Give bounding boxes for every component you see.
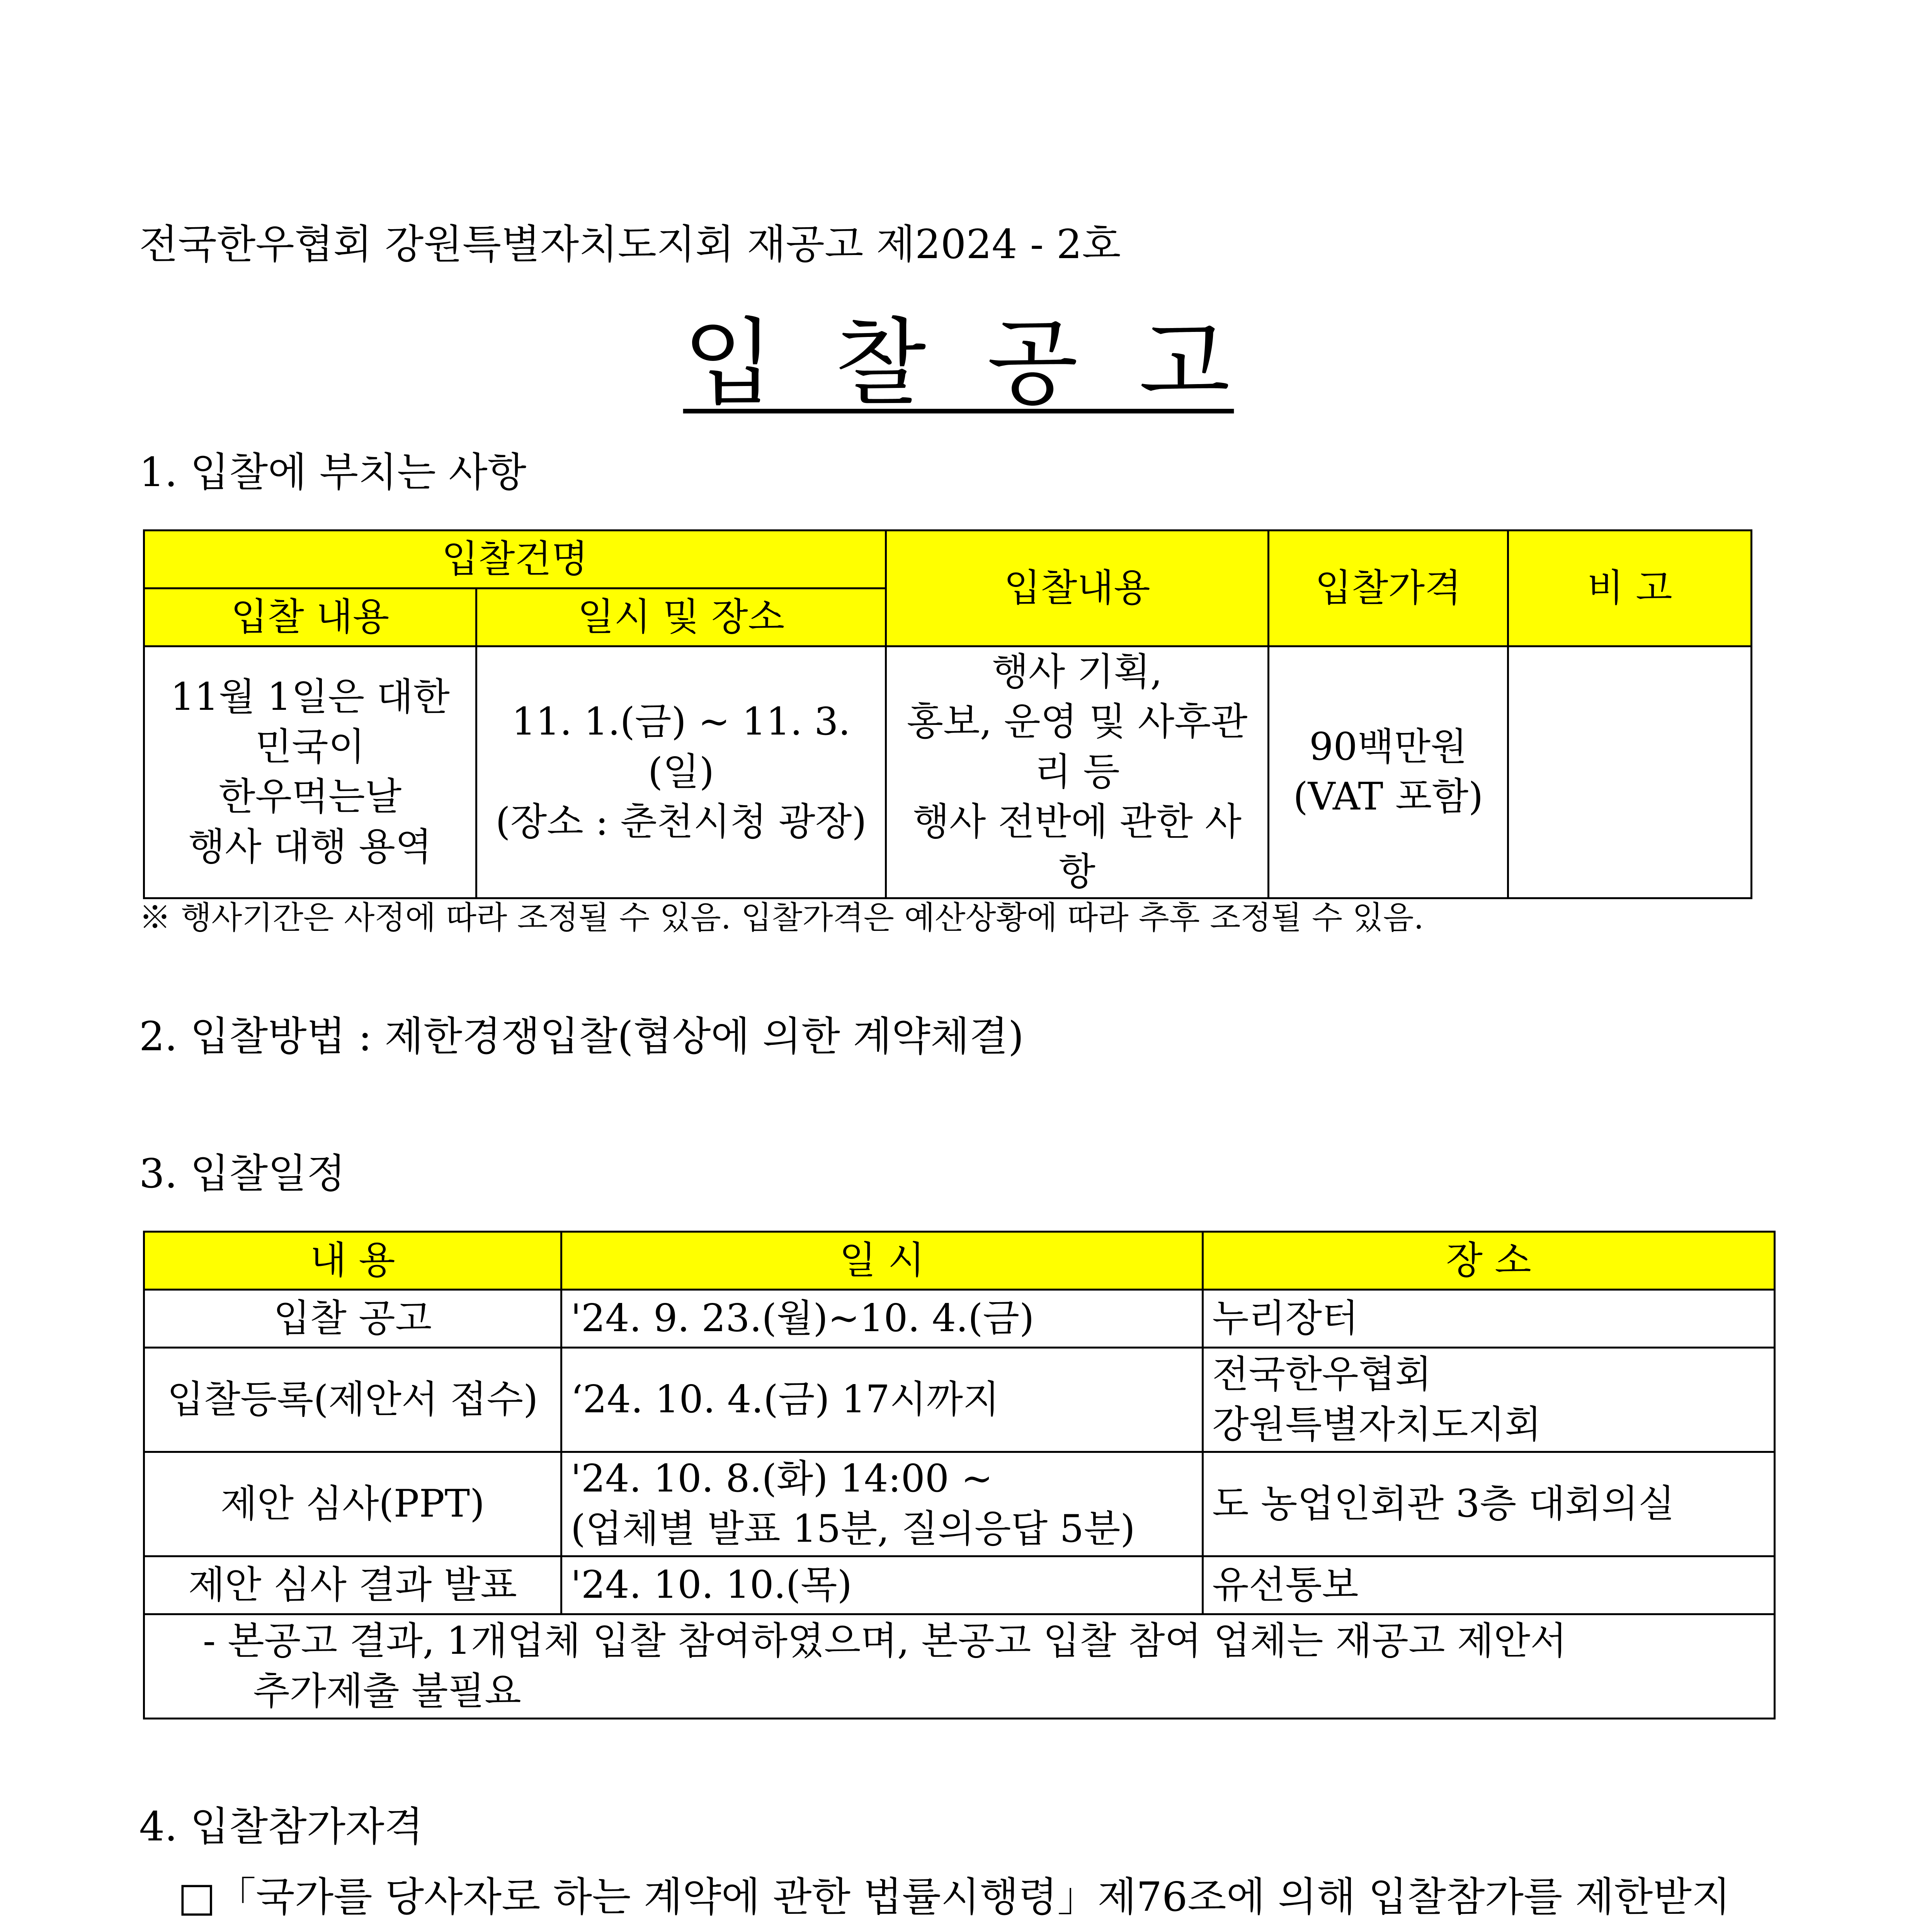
table-row bbox=[144, 1348, 1775, 1452]
document-title bbox=[0, 309, 1917, 418]
table-row bbox=[144, 1290, 1775, 1348]
bid-remarks-cell bbox=[1508, 646, 1752, 898]
schedule-place-line: 도 농업인회관 3층 대회의실 bbox=[1212, 1481, 1675, 1526]
section1-heading: 1. 입찰에 부치는 사항 bbox=[139, 449, 527, 496]
schedule-place-line: 전국한우협회 bbox=[1212, 1352, 1432, 1397]
schedule-item: 입찰 공고 bbox=[144, 1290, 561, 1348]
bid-content-cell bbox=[886, 646, 1269, 898]
header-bid-detail: 입찰 내용 bbox=[144, 588, 476, 646]
table-row bbox=[144, 1556, 1775, 1614]
list-item: □「국가를 당사자로 하는 계약에 관한 법률시행령」제76조에 의해 입찰참가를 제한받지 bbox=[178, 1873, 1731, 1920]
notice-number: 전국한우협회 강원특별자치도지회 재공고 제2024 - 2호 bbox=[139, 221, 1121, 268]
schedule-item: 입찰등록(제안서 접수) bbox=[144, 1348, 561, 1452]
schedule-place-line: 강원특별자치도지회 bbox=[1212, 1402, 1542, 1447]
schedule-footnote-line: - 본공고 결과, 1개업체 입찰 참여하였으며, 본공고 입찰 참여 업체는 재공고 제안서 bbox=[203, 1619, 1567, 1663]
schedule-date bbox=[561, 1348, 1203, 1452]
schedule-item: 제안 심사 결과 발표 bbox=[144, 1556, 561, 1614]
schedule-date-line: (업체별 발표 15분, 질의응답 5분) bbox=[571, 1507, 1135, 1551]
schedule-place-line: 유선통보 bbox=[1212, 1563, 1359, 1607]
bid-content-line: 행사 기획, bbox=[992, 650, 1162, 694]
section2-heading: 2. 입찰방법 : 제한경쟁입찰(협상에 의한 계약체결) bbox=[139, 1013, 1024, 1060]
schedule-place bbox=[1203, 1290, 1775, 1348]
schedule-date bbox=[561, 1556, 1203, 1614]
bid-date-line: 11. 1.(금) ~ 11. 3.(일) bbox=[512, 700, 850, 794]
schedule-table bbox=[143, 1231, 1776, 1719]
section3-heading: 3. 입찰일정 bbox=[139, 1150, 346, 1197]
bid-name-cell bbox=[144, 646, 476, 898]
bid-content-line: 행사 전반에 관한 사항 bbox=[913, 800, 1242, 894]
header-bid-price: 입찰가격 bbox=[1269, 531, 1508, 646]
bid-place-line: (장소 : 춘천시청 광장) bbox=[495, 800, 867, 844]
schedule-date-line: ‘24. 10. 4.(금) 17시까지 bbox=[571, 1377, 1000, 1422]
bid-item-table bbox=[143, 529, 1752, 899]
schedule-item: 제안 심사(PPT) bbox=[144, 1452, 561, 1556]
schedule-place-line: 누리장터 bbox=[1212, 1296, 1359, 1340]
schedule-place bbox=[1203, 1452, 1775, 1556]
schedule-place bbox=[1203, 1556, 1775, 1614]
section1-note: ※ 행사기간은 사정에 따라 조정될 수 있음. 입찰가격은 예산상황에 따라 추후 조정될 수 있음. bbox=[139, 900, 1424, 936]
bid-date-cell bbox=[476, 646, 886, 898]
schedule-date-line: '24. 10. 10.(목) bbox=[571, 1563, 852, 1607]
bid-price-cell bbox=[1269, 646, 1508, 898]
schedule-date-line: '24. 10. 8.(화) 14:00 ~ bbox=[571, 1457, 993, 1501]
bid-name-line: 11월 1일은 대한민국이 bbox=[170, 675, 450, 769]
header-date-place: 일시 및 장소 bbox=[476, 588, 886, 646]
bid-price-vat: (VAT 포함) bbox=[1293, 775, 1483, 819]
header-bid-content: 입찰내용 bbox=[886, 531, 1269, 646]
schedule-footnote-line: 추가제출 불필요 bbox=[253, 1669, 521, 1713]
bid-name-line: 행사 대행 용역 bbox=[188, 825, 432, 869]
schedule-date-line: '24. 9. 23.(월)~10. 4.(금) bbox=[571, 1296, 1034, 1340]
schedule-date bbox=[561, 1290, 1203, 1348]
section4-heading: 4. 입찰참가자격 bbox=[139, 1803, 424, 1850]
document-title-text: 입 찰 공 고 bbox=[683, 308, 1234, 418]
bid-name-line: 한우먹는날 bbox=[218, 775, 402, 819]
schedule-header-place: 장 소 bbox=[1203, 1232, 1775, 1290]
schedule-footnote bbox=[144, 1614, 1775, 1719]
header-remarks: 비 고 bbox=[1508, 531, 1752, 646]
schedule-date bbox=[561, 1452, 1203, 1556]
schedule-header-item: 내 용 bbox=[144, 1232, 561, 1290]
schedule-header-date: 일 시 bbox=[561, 1232, 1203, 1290]
table-row bbox=[144, 1452, 1775, 1556]
schedule-place bbox=[1203, 1348, 1775, 1452]
eligibility-list bbox=[178, 1866, 1770, 1932]
bid-content-line: 홍보, 운영 및 사후관리 등 bbox=[907, 700, 1248, 794]
bid-price-value: 90백만원 bbox=[1309, 725, 1467, 769]
header-bid-name-group: 입찰건명 bbox=[144, 531, 886, 588]
